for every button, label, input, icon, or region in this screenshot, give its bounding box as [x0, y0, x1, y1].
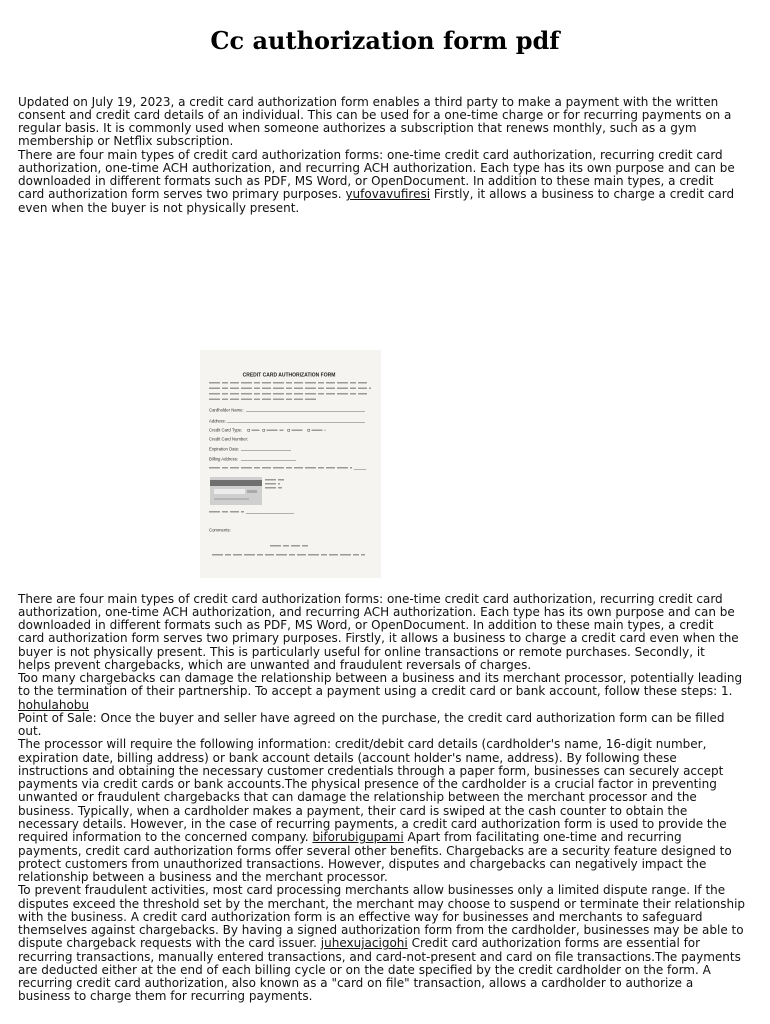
- line-text: Credit card authorization forms are essential for: [407, 936, 701, 951]
- form-checkbox: [263, 429, 266, 432]
- paragraph-line: helps prevent chargebacks, which are unwanted and fraudulent reversals of charges.: [18, 657, 532, 672]
- form-label-card-type: Credit Card Type:: [209, 427, 243, 433]
- paragraph-line: expiration date, billing address) or bank account details (account holder's name, address). By following these: [18, 750, 677, 765]
- inline-link-biforubigupami[interactable]: biforubigupami: [312, 830, 404, 845]
- paragraph-line: to the termination of their partnership. To accept a payment using a credit card or bank account, follow these steps: 1.: [18, 684, 733, 699]
- paragraph-line: instructions and obtaining the necessary customer credentials through a paper form, businesses can securely accept: [18, 763, 724, 778]
- paragraph: [18, 672, 758, 712]
- form-field-line: [227, 423, 365, 424]
- form-field-line: [354, 470, 366, 471]
- form-label-expiration: Expiration Date:: [209, 446, 240, 452]
- paragraph-line: protect customers from unauthorized transactions. However, disputes and chargebacks can negatively impact the: [18, 856, 707, 871]
- paragraph: [18, 712, 758, 739]
- line-text: dispute chargeback requests with the card issuer.: [18, 936, 321, 951]
- form-image-text-line: [265, 479, 284, 481]
- paragraph-line: are deducted either at the end of each billing cycle or on the date specified by the credit cardholder on the form. A: [18, 962, 711, 977]
- form-field-line: [246, 412, 365, 413]
- paragraph-line: payments via credit cards or bank accounts.The physical presence of the cardholder is a crucial factor in preventing: [18, 777, 717, 792]
- line-text: Apart from facilitating one-time and recurring: [403, 830, 682, 845]
- form-image-text-line: [209, 388, 371, 390]
- line-text: Firstly, it allows a business to charge a credit card: [430, 187, 735, 202]
- paragraph-line: Too many chargebacks can damage the relationship between a business and its merchant processor, potentially leading: [18, 671, 743, 686]
- form-checkbox: [248, 429, 251, 432]
- form-image-text-line: [209, 467, 352, 469]
- line-text: card authorization form serves two primary purposes.: [18, 187, 346, 202]
- paragraph-line: [18, 699, 758, 712]
- paragraph-line: downloaded in different formats such as PDF, MS Word, or OpenDocument. In addition to these main types, a credit: [18, 618, 714, 633]
- magnetic-stripe: [210, 480, 262, 486]
- paragraph-line: [18, 937, 758, 950]
- paragraph-line: The processor will require the following information: credit/debit card details (cardholder's name, 16-digit number,: [18, 737, 707, 752]
- form-image-text-line: [312, 430, 326, 432]
- form-label-cardholder-name: Cardholder Name:: [209, 407, 244, 413]
- form-image-text-line: [209, 399, 316, 401]
- paragraph-line: There are four main types of credit card authorization forms: one-time credit card authorization, recurring credit card: [18, 591, 723, 606]
- paragraph-line: payments, credit card authorization forms offer several other benefits. Chargebacks are a security feature designed to: [18, 843, 732, 858]
- form-field-line: [241, 461, 296, 462]
- main-section: [18, 593, 758, 1004]
- form-image-text-line: [209, 393, 368, 395]
- form-checkbox: [308, 429, 311, 432]
- form-field-line: [241, 451, 291, 452]
- paragraph-line: To prevent fraudulent activities, most card processing merchants allow businesses only a limited dispute range. If the: [18, 883, 726, 898]
- paragraph-line: disputes exceed the threshold set by the merchant, the merchant may choose to suspend or terminate their relationship: [18, 896, 746, 911]
- paragraph-line: [18, 831, 758, 844]
- paragraph-line: buyer is not physically present. This is particularly useful for online transactions or remote purchases. Secondly, it: [18, 644, 705, 659]
- paragraph-line: recurring transactions, manually entered transactions, and card-not-present and card on file transactions.The payments: [18, 949, 741, 964]
- paragraph-line: authorization, one-time ACH authorization, and recurring ACH authorization. Each type has its own purpose and can be: [18, 604, 735, 619]
- inline-link-hohulahobu[interactable]: hohulahobu: [18, 697, 90, 712]
- line-text: required information to the concerned company.: [18, 830, 313, 845]
- paragraph-line: membership or Netflix subscription.: [18, 134, 234, 149]
- form-image-text-line: [209, 382, 369, 384]
- inline-link-yufovavufiresi[interactable]: yufovavufiresi: [345, 187, 431, 202]
- paragraph: [18, 149, 758, 215]
- form-label-card-number: Credit Card Number:: [209, 436, 249, 442]
- form-image-text-line: [209, 511, 244, 513]
- form-image-text-line: [212, 554, 365, 556]
- paragraph-line: consent and credit card details of an individual. This can be used for a one-time charge or for recurring payments on a: [18, 107, 732, 122]
- paragraph-line: Point of Sale: Once the buyer and seller have agreed on the purchase, the credit card authorization form can be filled: [18, 710, 725, 725]
- paragraph-line: [18, 188, 758, 201]
- paragraph-line: themselves against chargebacks. By having a signed authorization form from the cardholder, businesses may be able to: [18, 923, 744, 938]
- form-label-comments: Comments:: [209, 527, 231, 533]
- paragraph-line: business to charge them for recurring payments.: [18, 989, 313, 1004]
- paragraph-line: authorization, one-time ACH authorization, and recurring ACH authorization. Each type has its own purpose and can be: [18, 160, 735, 175]
- paragraph-line: even when the buyer is not physically present.: [18, 200, 300, 215]
- paragraph-line: out.: [18, 724, 42, 739]
- card-number-strip: [214, 498, 249, 500]
- form-image-text-line: [267, 430, 284, 432]
- card-back-image: [210, 477, 262, 505]
- form-image-text-line: [265, 483, 280, 485]
- form-image-title: CREDIT CARD AUTHORIZATION FORM: [242, 372, 336, 378]
- paragraph: [18, 593, 758, 673]
- security-code-box: [247, 490, 257, 493]
- paragraph-line: recurring credit card authorization, also known as a "card on file" transaction, allows a cardholder to authorize a: [18, 976, 694, 991]
- form-image-text-line: [252, 430, 260, 432]
- intro-section: [18, 96, 758, 215]
- paragraph-line: necessary details. However, in the case of recurring payments, a credit card authorization form is used to provide the: [18, 817, 727, 832]
- form-image-text-line: [292, 430, 303, 432]
- form-image: [200, 350, 381, 578]
- signature-strip: [214, 489, 245, 494]
- form-image-text-line: [270, 545, 308, 547]
- paragraph: [18, 96, 758, 149]
- paragraph-line: There are four main types of credit card authorization forms: one-time credit card authorization, recurring credit card: [18, 147, 723, 162]
- form-image-text-line: [265, 487, 282, 489]
- form-image-content: [200, 350, 381, 578]
- paragraph-line: regular basis. It is commonly used when someone authorizes a subscription that renews monthly, such as a gym: [18, 121, 697, 136]
- form-checkbox: [288, 429, 291, 432]
- form-field-line: [246, 514, 294, 515]
- paragraph: [18, 884, 758, 1003]
- paragraph-line: business. Typically, when a cardholder makes a payment, their card is swiped at the cash counter to obtain the: [18, 803, 688, 818]
- paragraph-line: Updated on July 19, 2023, a credit card authorization form enables a third party to make a payment with the written: [18, 94, 719, 109]
- paragraph-line: card authorization form serves two primary purposes. Firstly, it allows a business to charge a credit card even when the: [18, 631, 739, 646]
- paragraph-line: with the business. A credit card authorization form is an effective way for businesses and merchants to safeguard: [18, 909, 703, 924]
- paragraph: [18, 738, 758, 884]
- form-label-billing-address: Billing Address:: [209, 456, 239, 462]
- paragraph-line: downloaded in different formats such as PDF, MS Word, or OpenDocument. In addition to these main types, a credit: [18, 174, 714, 189]
- inline-link-juhexujacigohi[interactable]: juhexujacigohi: [320, 936, 408, 951]
- paragraph-line: unwanted or fraudulent chargebacks that can damage the relationship between the merchant processor and the: [18, 790, 697, 805]
- page-title: Cc authorization form pdf: [210, 26, 560, 55]
- form-label-address: Address:: [209, 418, 226, 424]
- paragraph-line: relationship between a business and the merchant processor.: [18, 870, 388, 885]
